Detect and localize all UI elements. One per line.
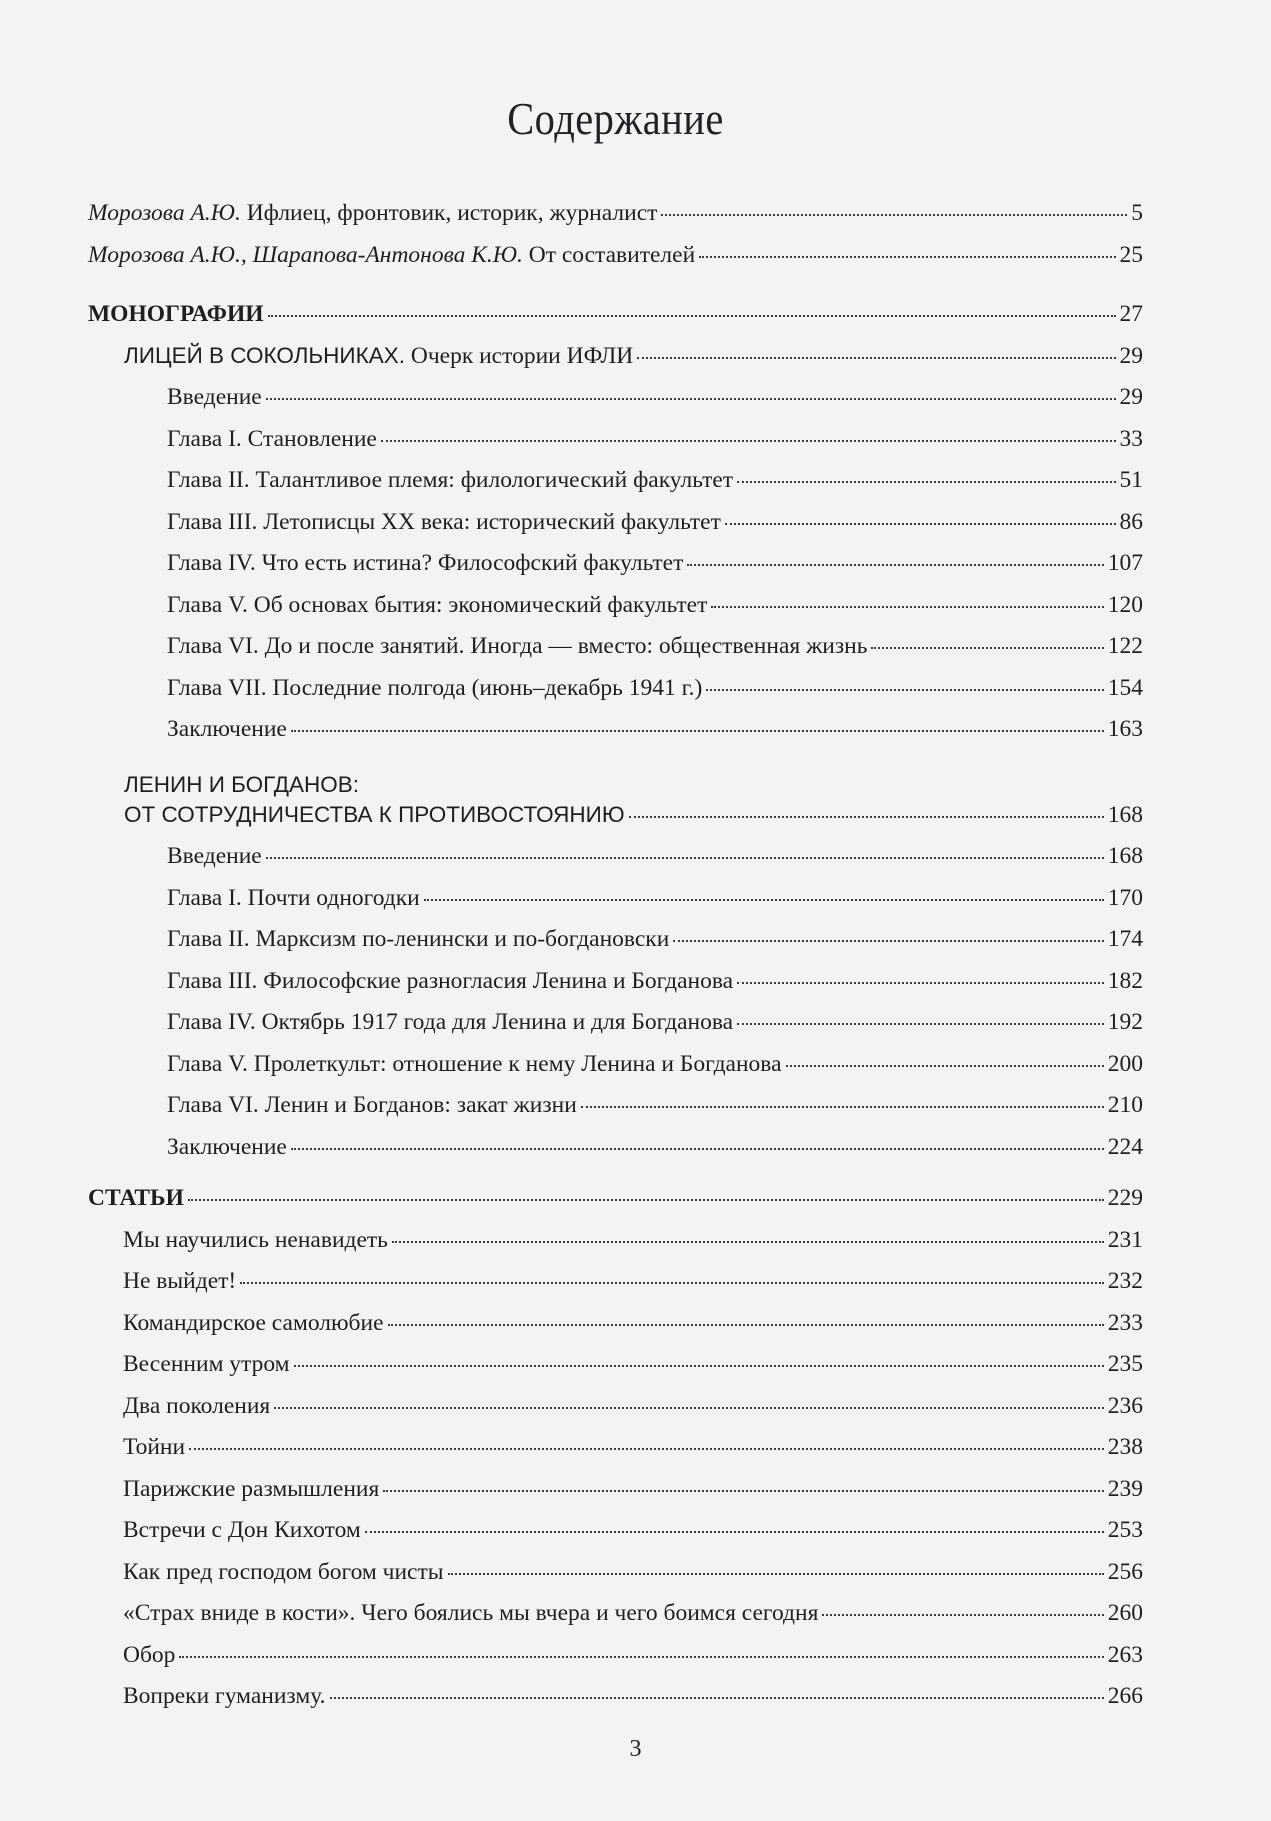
entry-title: Как пред господом богом чисты xyxy=(123,1558,444,1585)
dot-leader xyxy=(266,857,1104,859)
dot-leader xyxy=(871,647,1103,649)
dot-leader xyxy=(661,214,1127,216)
dot-leader xyxy=(294,1365,1104,1367)
entry-title: Глава III. Философские разногласия Ленина и Богданова xyxy=(167,967,734,994)
toc-chapter-entry[interactable] xyxy=(88,550,1143,592)
entry-title: Командирское самолюбие xyxy=(123,1309,384,1336)
dot-leader xyxy=(822,1614,1103,1616)
entry-page-number: 229 xyxy=(1107,1185,1143,1211)
entry-page-number: 266 xyxy=(1107,1683,1143,1709)
toc-chapter-entry[interactable] xyxy=(88,1134,1143,1176)
article-list xyxy=(88,1227,1143,1725)
toc-entry-book-2[interactable] xyxy=(88,802,1143,844)
toc-chapter-entry[interactable] xyxy=(88,885,1143,927)
entry-page-number: 236 xyxy=(1107,1392,1143,1419)
dot-leader xyxy=(629,816,1104,818)
entry-title: Глава IV. Октябрь 1917 года для Ленина и для Богданова xyxy=(167,1009,734,1035)
dot-leader xyxy=(711,606,1103,608)
entry-page-number: 239 xyxy=(1107,1475,1143,1502)
entry-title: Ифлиец, фронтовик, историк, журналист xyxy=(246,200,658,226)
book-2-title-line-2: ОТ СОТРУДНИЧЕСТВА К ПРОТИВОСТОЯНИЮ xyxy=(124,801,625,827)
dot-leader xyxy=(737,1023,1104,1025)
dot-leader xyxy=(240,1282,1104,1284)
entry-page-number: 256 xyxy=(1107,1558,1143,1585)
toc-chapter-entry[interactable] xyxy=(88,592,1143,634)
section-title: СТАТЬИ xyxy=(88,1185,184,1211)
entry-page-number: 25 xyxy=(1119,241,1143,268)
entry-page-number: 231 xyxy=(1107,1226,1143,1253)
entry-page-number: 29 xyxy=(1119,384,1143,410)
entry-page-number: 122 xyxy=(1107,633,1143,659)
toc-article-entry[interactable] xyxy=(88,1642,1143,1684)
entry-title: Глава I. Почти одногодки xyxy=(167,884,420,911)
toc-article-entry[interactable] xyxy=(88,1227,1143,1269)
entry-title: Глава VI. До и после занятий. Иногда — вместо: общественная жизнь xyxy=(167,633,868,659)
dot-leader xyxy=(699,256,1115,258)
entry-title: Глава IV. Что есть истина? Философский факультет xyxy=(167,550,684,576)
entry-page-number: 120 xyxy=(1107,591,1143,618)
dot-leader xyxy=(637,357,1115,359)
entry-page-number: 192 xyxy=(1107,1009,1143,1035)
dot-leader xyxy=(392,1241,1104,1243)
toc-chapter-entry[interactable] xyxy=(88,426,1143,468)
toc-article-entry[interactable] xyxy=(88,1268,1143,1310)
dot-leader xyxy=(737,982,1104,984)
entry-page-number: 168 xyxy=(1107,843,1143,869)
toc-article-entry[interactable] xyxy=(88,1476,1143,1518)
entry-title: Обор xyxy=(123,1641,176,1668)
entry-page-number: 168 xyxy=(1107,801,1143,828)
entry-page-number: 224 xyxy=(1107,1133,1143,1160)
entry-title: Глава II. Марксизм по-ленински и по-богдановски xyxy=(167,926,670,952)
entry-page-number: 233 xyxy=(1107,1309,1143,1336)
dot-leader xyxy=(786,1065,1104,1067)
toc-chapter-entry[interactable] xyxy=(88,633,1143,675)
toc-entry-intro-1[interactable] xyxy=(88,200,1143,242)
toc-article-entry[interactable] xyxy=(88,1683,1143,1725)
book-subtitle: Очерк истории ИФЛИ xyxy=(410,342,634,369)
toc-article-entry[interactable] xyxy=(88,1434,1143,1476)
dot-leader xyxy=(448,1573,1104,1575)
toc-entry-book-1[interactable] xyxy=(88,343,1143,385)
entry-page-number: 154 xyxy=(1107,674,1143,701)
toc-section-monographs[interactable] xyxy=(88,301,1143,343)
dot-leader xyxy=(737,481,1115,483)
dot-leader xyxy=(266,398,1116,400)
entry-page-number: 51 xyxy=(1119,467,1143,493)
entry-page-number: 200 xyxy=(1107,1050,1143,1077)
entry-title: Вопреки гуманизму. xyxy=(123,1683,326,1709)
toc-chapter-entry[interactable] xyxy=(88,926,1143,968)
entry-page-number: 170 xyxy=(1107,884,1143,911)
toc-article-entry[interactable] xyxy=(88,1310,1143,1352)
dot-leader xyxy=(725,523,1116,525)
dot-leader xyxy=(179,1656,1103,1658)
dot-leader xyxy=(189,1448,1104,1450)
table-of-contents xyxy=(88,200,1143,1725)
dot-leader xyxy=(383,1490,1103,1492)
book-1-chapter-list xyxy=(88,384,1143,758)
entry-title: Глава II. Талантливое племя: филологический факультет xyxy=(167,467,734,493)
dot-leader xyxy=(581,1106,1104,1108)
dot-leader xyxy=(268,315,1116,317)
entry-title: Глава I. Становление xyxy=(167,425,377,452)
dot-leader xyxy=(365,1531,1104,1533)
entry-title: Тойни xyxy=(123,1434,186,1460)
toc-article-entry[interactable] xyxy=(88,1393,1143,1435)
entry-title: От составителей xyxy=(528,241,696,268)
toc-article-entry[interactable] xyxy=(88,1517,1143,1559)
entry-title: «Страх вниде в кости». Чего боялись мы вчера и чего боимся сегодня xyxy=(123,1600,819,1626)
toc-chapter-entry[interactable] xyxy=(88,968,1143,1010)
entry-page-number: 33 xyxy=(1119,425,1143,452)
toc-chapter-entry[interactable] xyxy=(88,1051,1143,1093)
dot-leader xyxy=(687,564,1103,566)
entry-page-number: 210 xyxy=(1107,1092,1143,1118)
entry-page-number: 86 xyxy=(1119,508,1143,535)
dot-leader xyxy=(388,1324,1104,1326)
toc-chapter-entry[interactable] xyxy=(88,1009,1143,1051)
entry-page-number: 29 xyxy=(1119,342,1143,369)
entry-page-number: 253 xyxy=(1107,1517,1143,1543)
entry-title: Глава VI. Ленин и Богданов: закат жизни xyxy=(167,1092,577,1118)
book-title-caps: ЛИЦЕЙ В СОКОЛЬНИКАХ. xyxy=(124,342,405,368)
page-number: 3 xyxy=(629,1736,642,1762)
entry-title: Встречи с Дон Кихотом xyxy=(123,1517,361,1543)
entry-title: Заключение xyxy=(167,716,287,742)
dot-leader xyxy=(424,899,1104,901)
entry-title: Не выйдет! xyxy=(123,1268,237,1294)
toc-article-entry[interactable] xyxy=(88,1600,1143,1642)
entry-title: Введение xyxy=(167,843,262,869)
entry-page-number: 235 xyxy=(1107,1351,1143,1377)
section-title: МОНОГРАФИИ xyxy=(88,301,264,327)
entry-title: Весенним утром xyxy=(123,1351,290,1377)
toc-article-entry[interactable] xyxy=(88,1351,1143,1393)
page-title: Содержание xyxy=(507,93,724,144)
dot-leader xyxy=(673,940,1103,942)
entry-page-number: 5 xyxy=(1131,200,1143,226)
toc-article-entry[interactable] xyxy=(88,1559,1143,1601)
entry-page-number: 182 xyxy=(1107,967,1143,994)
toc-chapter-entry[interactable] xyxy=(88,675,1143,717)
book-2-chapter-list xyxy=(88,843,1143,1175)
entry-title: Глава V. Об основах бытия: экономический факультет xyxy=(167,591,708,618)
entry-author: Морозова А.Ю., Шарапова-Антонова К.Ю. xyxy=(88,241,523,268)
toc-chapter-entry[interactable] xyxy=(88,1092,1143,1134)
entry-title: Мы научились ненавидеть xyxy=(123,1226,388,1253)
entry-title: Введение xyxy=(167,384,262,410)
entry-page-number: 27 xyxy=(1119,301,1143,327)
dot-leader xyxy=(291,1148,1104,1150)
entry-title: Парижские размышления xyxy=(123,1475,380,1502)
entry-page-number: 232 xyxy=(1107,1268,1143,1294)
book-2-title-line-1: ЛЕНИН И БОГДАНОВ: xyxy=(124,771,360,797)
entry-title: Заключение xyxy=(167,1133,287,1160)
dot-leader xyxy=(381,440,1116,442)
dot-leader xyxy=(330,1697,1104,1699)
entry-page-number: 263 xyxy=(1107,1641,1143,1668)
entry-title: Глава VII. Последние полгода (июнь–декабрь 1941 г.) xyxy=(167,674,703,701)
entry-title: Два поколения xyxy=(123,1392,271,1419)
toc-chapter-entry[interactable] xyxy=(88,467,1143,509)
dot-leader xyxy=(188,1199,1104,1201)
toc-entry-intro-2[interactable] xyxy=(88,242,1143,284)
entry-page-number: 260 xyxy=(1107,1600,1143,1626)
dot-leader xyxy=(274,1407,1104,1409)
entry-author: Морозова А.Ю. xyxy=(88,200,241,226)
entry-page-number: 174 xyxy=(1107,926,1143,952)
entry-title: Глава III. Летописцы XX века: исторический факультет xyxy=(167,508,721,535)
toc-chapter-entry[interactable] xyxy=(88,843,1143,885)
toc-chapter-entry[interactable] xyxy=(88,509,1143,551)
toc-chapter-entry[interactable] xyxy=(88,384,1143,426)
dot-leader xyxy=(291,730,1104,732)
entry-page-number: 107 xyxy=(1107,550,1143,576)
toc-chapter-entry[interactable] xyxy=(88,716,1143,758)
entry-page-number: 238 xyxy=(1107,1434,1143,1460)
entry-page-number: 163 xyxy=(1107,716,1143,742)
entry-title: Глава V. Пролеткульт: отношение к нему Ленина и Богданова xyxy=(167,1050,782,1077)
toc-section-articles[interactable] xyxy=(88,1185,1143,1227)
dot-leader xyxy=(706,689,1103,691)
